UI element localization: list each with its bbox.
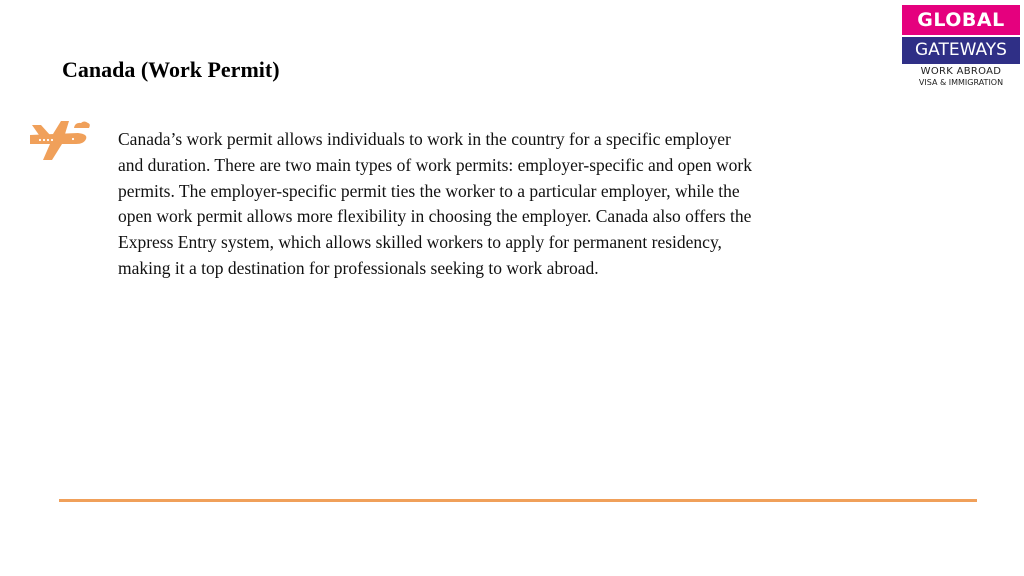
logo-tagline-work-abroad: WORK ABROAD <box>920 66 1002 77</box>
footer-divider <box>59 499 977 502</box>
slide-body-text: Canada’s work permit allows individuals to work in the country for a specific employer and duration. There are two main types of work permits: employer-specific and open work permits. The employer-specific permit ties the worker to a particular employer, while the open work permit allows more flexibility in choosing the employer. Canada also offers the Express Entry system, which allows skilled workers to apply for permanent residency, making it a top destination for professionals seeking to work abroad. <box>118 129 752 278</box>
logo-line-gateways: GATEWAYS <box>902 37 1020 64</box>
logo-tagline-visa-immigration: VISA & IMMIGRATION <box>918 78 1004 87</box>
logo-line-global: GLOBAL <box>902 5 1020 35</box>
global-gateways-logo <box>902 5 1020 88</box>
airplane-icon <box>28 120 90 162</box>
slide-title: Canada (Work Permit) <box>62 57 280 82</box>
